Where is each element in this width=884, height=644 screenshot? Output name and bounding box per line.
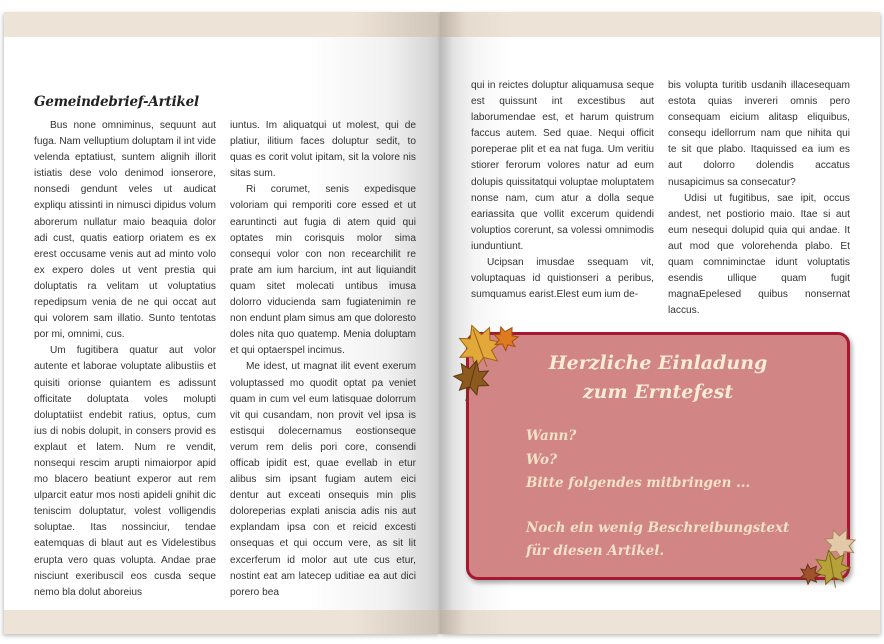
paragraph: iuntus. Im aliquatqui ut molest, qui de platiur, ilitium faces doluptur sedit, to quas es corit volut ipitam, sit la volore nis sitas sum. <box>230 120 416 180</box>
invitation-title-line: zum Erntefest <box>582 381 734 403</box>
invitation-details <box>526 425 750 496</box>
text-column-1 <box>34 118 216 601</box>
paragraph: Udisi ut fugitibus, sae ipit, occus andest, net postiorio maio. Itae si aut eum nesequi dolupid quia qui andae. It aut mod que volorehenda plabo. Et quam comniminctae idunt voluptatis esendis ullique quam fugit magnaEpelesed quibus nonsernat laccus. <box>668 192 850 317</box>
where-line: Wo? <box>526 451 557 468</box>
description-line: Noch ein wenig Beschreibungstext <box>526 520 790 536</box>
paragraph: Me idest, ut magnat ilit event exerum voluptassed mo quodit optat pa veniet quam in cum vel eum latisquae dolorrum vit qui cusandam, non provit vel ipsa is estisqui dolecernamus eostionseque verum rem delis pori core, consendi officab ipidit est, quae evellab in etur alibus sim ipsant fugiam autem eici dentur aut exceati onsequis min plis doloreperias explati aniscia adis nis aut explandam ipsa con et reicid excesti onsequas et qui occum vere, as sit lit excerferum id molor aut ute cus etur, nostint eat am latecep uditiae ea aut dici porero bea <box>230 361 416 598</box>
text-column-3 <box>471 78 654 303</box>
top-band <box>440 12 880 37</box>
invitation-description <box>526 517 789 563</box>
top-band <box>4 12 440 37</box>
autumn-leaves-icon <box>796 524 864 588</box>
paragraph: Bus none omniminus, sequunt aut fuga. Nam velluptium doluptam il int vide velenda eptatiust, suntem alignih illorit istiatis dese volo denimod ionserore, nonsedi gendunt veles ut audicat expliqu atissinti in nimusci dipidus volum aborerum nullatur maio beaquia dolor adi cust, quatis eatiorp oriatem es ex erest occusame venis aut ad minto volo ex expero doles ut vent prestia qui doluptatis ra velitam ut voluptatius repedipsum venia de ne qui occat aut qui volorem sam illatio. Sunto tentotas por mi, omnimi, cus. <box>34 120 216 341</box>
bottom-band <box>440 610 880 634</box>
autumn-leaves-icon <box>450 318 530 410</box>
text-column-4 <box>668 78 850 319</box>
paragraph: Um fugitibera quatur aut volor autente et laborae voluptate alibustiis et quisiti orionse quiantem es adissunt officitate doluptata voles molupti doluptatiist endebit ratius, optus, cum ius di nobis dolupit, in consers provid es explaut et latem. Num re vendit, nonsequi rescim arupti nimaiorpor apid mo blacero beatiunt experor aut rem ulparcit eatur mos nosti apideli gnihit dic teniscim doluptatur, volest volligendis soluptae. Itas nossinciur, tendae eatemquas di blaut aut es Videlestibus erupta vero quas volupta. Andae prae nisciunt exeribuscil eos cusda seque nemo bla dolut aboreius <box>34 345 216 598</box>
paragraph: bis volupta turitib usdanih illacesequam estota quias invereri omnis pero consequam eicium alitasp eliquibus, consequ idellorrum nam que nihita qui te sit que plabo. Itaquissed ea ium es aut dolorro dolendis accatus nusapicimus sa consecatur? <box>668 80 850 188</box>
article-heading: Gemeindebrief-Artikel <box>34 94 199 110</box>
bottom-band <box>4 610 440 634</box>
description-line: für diesen Artikel. <box>526 543 665 559</box>
when-line: Wann? <box>526 428 577 444</box>
bring-line: Bitte folgendes mitbringen ... <box>526 475 751 491</box>
paragraph: Ucipsan imusdae ssequam vit, voluptaquas id quistionseri a peribus, sumquamus earist.Elest eum ium de- <box>471 257 654 301</box>
text-column-2 <box>230 118 416 601</box>
invitation-title-line: Herzliche Einladung <box>548 352 768 374</box>
paragraph: qui in reictes doluptur aliquamusa seque est quissunt int excestibus aut laborumendae est, et harum quistrum faccus autem. Sed quae. Nequi officit poreperae plit et ea nat fuga. Um veritiu stiorer ferorum volores natur ad eum dolupis quissitatqui voluptae moluptatem nonse nam, cum atur a dolla seque eariassita que vollit excerum quidendi voluptios corerunt, sa volessi omnimodis iunduntiunt. <box>471 80 654 252</box>
paragraph: Ri corumet, senis expedisque voloriam qui remporiti core essed et ut earuntincti aut fugia di atem quid qui optates min corisquis molor sima consequi volor con non recearchilit re prate am ium harcium, int aut liquiandit quam sitet molecati untibus imusa dolorro viducienda sam fugiatenimin re non endunt plam simus am que doloresto doles nita quo quatemp. Menia doluptam et qui optaerspel incimus. <box>230 184 416 357</box>
left-page <box>4 12 440 634</box>
